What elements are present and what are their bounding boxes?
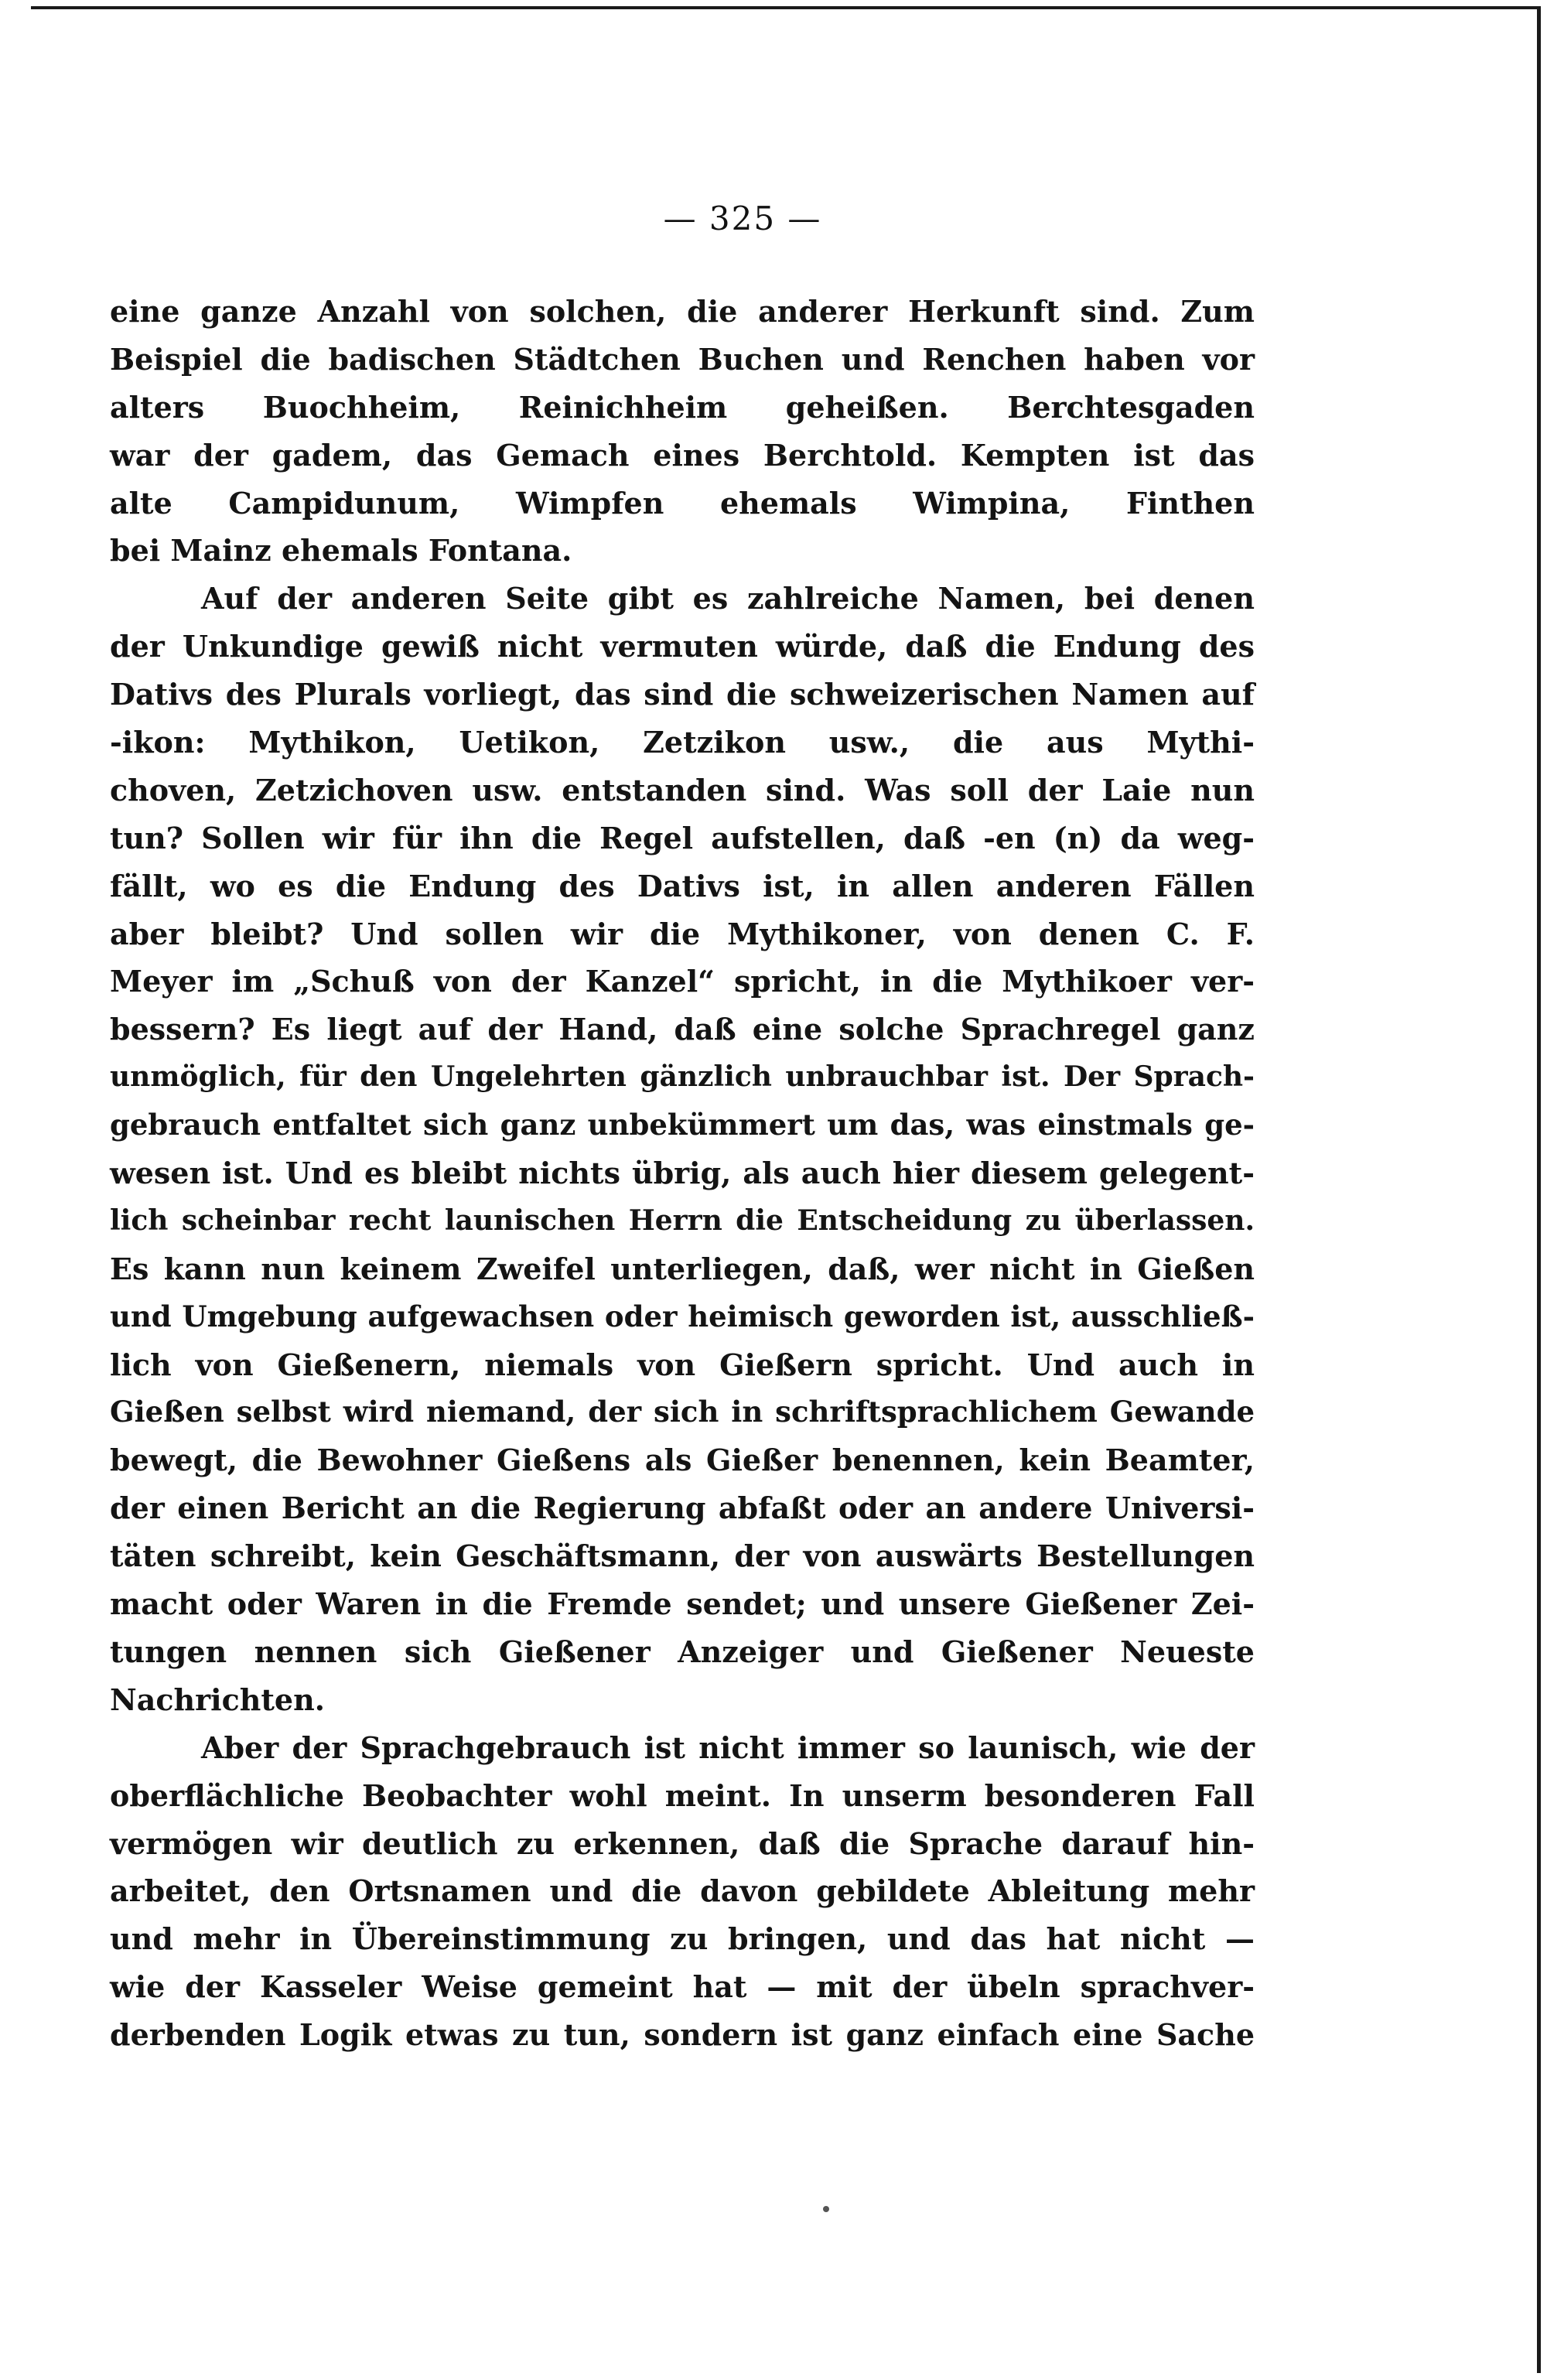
body-text bbox=[110, 288, 1255, 2059]
text-line: täten schreibt, kein Geschäftsmann, der von auswärts Bestellungen bbox=[110, 1538, 1255, 1574]
text-line: Dativs des Plurals vorliegt, das sind die schweizerischen Namen auf bbox=[110, 677, 1255, 712]
text-line: aber bleibt? Und sollen wir die Mythikoner, von denen C. F. bbox=[110, 916, 1255, 951]
paragraph-start-line: Auf der anderen Seite gibt es zahlreiche Namen, bei denen bbox=[201, 581, 1255, 616]
text-line: wesen ist. Und es bleibt nichts übrig, als auch hier diesem gelegent- bbox=[110, 1156, 1255, 1191]
text-line: Es kann nun keinem Zweifel unterliegen, daß, wer nicht in Gießen bbox=[110, 1251, 1255, 1286]
text-line: eine ganze Anzahl von solchen, die anderer Herkunft sind. Zum bbox=[110, 294, 1255, 329]
page-edge-top bbox=[31, 6, 1539, 9]
text-line: wie der Kasseler Weise gemeint hat — mit der übeln sprachver- bbox=[110, 1969, 1255, 2005]
text-line: der Unkundige gewiß nicht vermuten würde, daß die Endung des bbox=[110, 629, 1255, 664]
text-line: fällt, wo es die Endung des Dativs ist, in allen anderen Fällen bbox=[110, 868, 1255, 903]
text-line: bessern? Es liegt auf der Hand, daß eine solche Sprachregel ganz bbox=[110, 1012, 1255, 1047]
text-line: bei Mainz ehemals Fontana. bbox=[110, 533, 572, 569]
text-line: war der gadem, das Gemach eines Berchtold. Kempten ist das bbox=[110, 437, 1255, 473]
text-line: tungen nennen sich Gießener Anzeiger und Gießener Neueste bbox=[110, 1634, 1255, 1669]
text-line: Beispiel die badischen Städtchen Buchen und Renchen haben vor bbox=[110, 341, 1255, 377]
text-line: lich scheinbar recht launischen Herrn die Entscheidung zu überlassen. bbox=[110, 1204, 1255, 1237]
ink-speck bbox=[823, 2206, 829, 2212]
text-line: -ikon: Mythikon, Uetikon, Zetzikon usw., die aus Mythi- bbox=[110, 725, 1255, 760]
text-line: macht oder Waren in die Fremde sendet; und unsere Gießener Zei- bbox=[110, 1586, 1255, 1622]
text-line: lich von Gießenern, niemals von Gießern spricht. Und auch in bbox=[110, 1347, 1255, 1382]
text-line: arbeitet, den Ortsnamen und die davon gebildete Ableitung mehr bbox=[110, 1873, 1255, 1909]
text-line: der einen Bericht an die Regierung abfaßt oder an andere Universi- bbox=[110, 1490, 1255, 1526]
text-line: gebrauch entfaltet sich ganz unbekümmert um das, was einstmals ge- bbox=[110, 1108, 1255, 1142]
text-line: Nachrichten. bbox=[110, 1682, 325, 1717]
page-edge-right bbox=[1537, 6, 1541, 2373]
text-line: derbenden Logik etwas zu tun, sondern ist ganz einfach eine Sache bbox=[110, 2017, 1255, 2053]
text-line: choven, Zetzichoven usw. entstanden sind. Was soll der Laie nun bbox=[110, 772, 1255, 808]
text-line: oberflächliche Beobachter wohl meint. In unserm besonderen Fall bbox=[110, 1777, 1255, 1813]
text-line: alte Campidunum, Wimpfen ehemals Wimpina, Finthen bbox=[110, 485, 1255, 521]
paragraph-start-line: Aber der Sprachgebrauch ist nicht immer so launisch, wie der bbox=[201, 1730, 1255, 1765]
text-line: tun? Sollen wir für ihn die Regel aufstellen, daß -en (n) da weg- bbox=[110, 820, 1255, 855]
text-line: und Umgebung aufgewachsen oder heimisch geworden ist, ausschließ- bbox=[110, 1299, 1255, 1333]
text-line: Gießen selbst wird niemand, der sich in schriftsprachlichem Gewande bbox=[110, 1395, 1255, 1429]
text-line: bewegt, die Bewohner Gießens als Gießer benennen, kein Beamter, bbox=[110, 1443, 1255, 1478]
text-line: vermögen wir deutlich zu erkennen, daß die Sprache darauf hin- bbox=[110, 1825, 1255, 1861]
page-number: — 325 — bbox=[663, 200, 822, 237]
text-line: Meyer im „Schuß von der Kanzel“ spricht, in die Mythikoer ver- bbox=[110, 964, 1255, 999]
text-line: alters Buochheim, Reinichheim geheißen. Berchtesgaden bbox=[110, 389, 1255, 425]
text-line: und mehr in Übereinstimmung zu bringen, und das hat nicht — bbox=[110, 1921, 1255, 1957]
text-line: unmöglich, für den Ungelehrten gänzlich unbrauchbar ist. Der Sprach- bbox=[110, 1060, 1255, 1094]
